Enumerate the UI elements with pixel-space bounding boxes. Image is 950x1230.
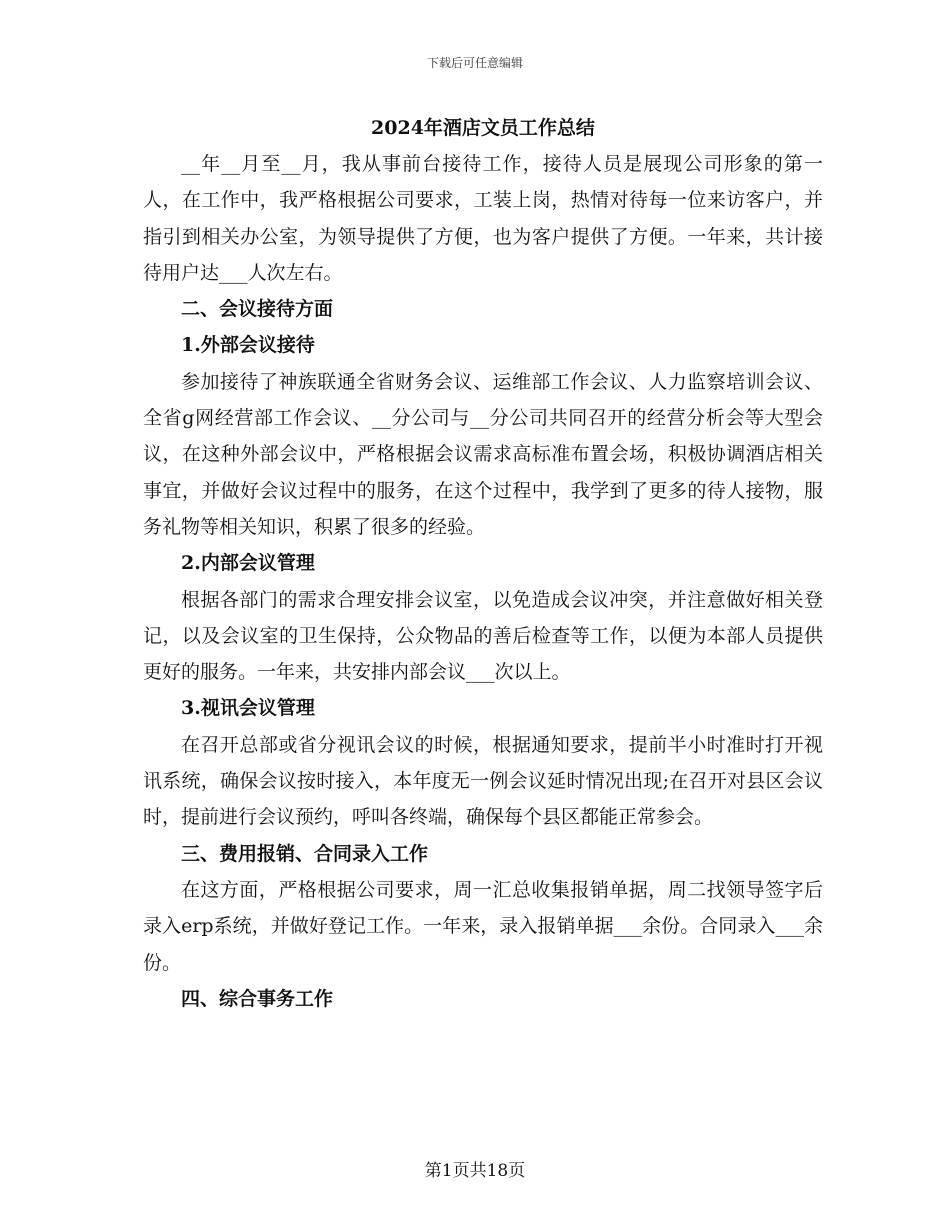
- document-title: 2024年酒店文员工作总结: [371, 117, 595, 139]
- subsection-heading-internal: 2.内部会议管理: [181, 552, 315, 575]
- section-heading-meetings: 二、会议接待方面: [181, 298, 334, 321]
- paragraph-expenses: 在这方面，严格根据公司要求，周一汇总收集报销单据，周二找领导签字后录入erp系统，并做好登记工作。一年来，录入报销单据___余份。合同录入___余份。: [143, 878, 823, 974]
- section-heading-expenses: 三、费用报销、合同录入工作: [181, 842, 429, 865]
- section-heading-general-affairs: 四、综合事务工作: [181, 987, 334, 1010]
- document-body: [143, 110, 823, 1017]
- subsection-heading-video: 3.视讯会议管理: [181, 697, 315, 720]
- header-note: 下载后可任意编辑: [426, 56, 523, 70]
- paragraph-video-meetings: 在召开总部或省分视讯会议的时候，根据通知要求，提前半小时准时打开视讯系统，确保会议按时接入，本年度无一例会议延时情况出现;在召开对县区会议时，提前进行会议预约，呼叫各终端，确保每个县区都能正常参会。: [143, 733, 823, 829]
- paragraph-external-meetings: 参加接待了神族联通全省财务会议、运维部工作会议、人力监察培训会议、全省g网经营部工作会议、__分公司与__分公司共同召开的经营分析会等大型会议，在这种外部会议中，严格根据会议需求高标准布置会场，积极协调酒店相关事宜，并做好会议过程中的服务，在这个过程中，我学到了更多的待人接物，服务礼物等相关知识，积累了很多的经验。: [143, 370, 823, 538]
- subsection-heading-external: 1.外部会议接待: [181, 334, 315, 357]
- page-number: 第1页共18页: [424, 1161, 526, 1181]
- paragraph-intro: __年__月至__月，我从事前台接待工作，接待人员是展现公司形象的第一人，在工作中，我严格根据公司要求，工装上岗，热情对待每一位来访客户，并指引到相关办公室，为领导提供了方便，也为客户提供了方便。一年来，共计接待用户达___人次左右。: [143, 153, 823, 284]
- paragraph-internal-meetings: 根据各部门的需求合理安排会议室，以免造成会议冲突，并注意做好相关登记，以及会议室的卫生保持，公众物品的善后检查等工作，以便为本部人员提供更好的服务。一年来，共安排内部会议___次以上。: [143, 588, 823, 684]
